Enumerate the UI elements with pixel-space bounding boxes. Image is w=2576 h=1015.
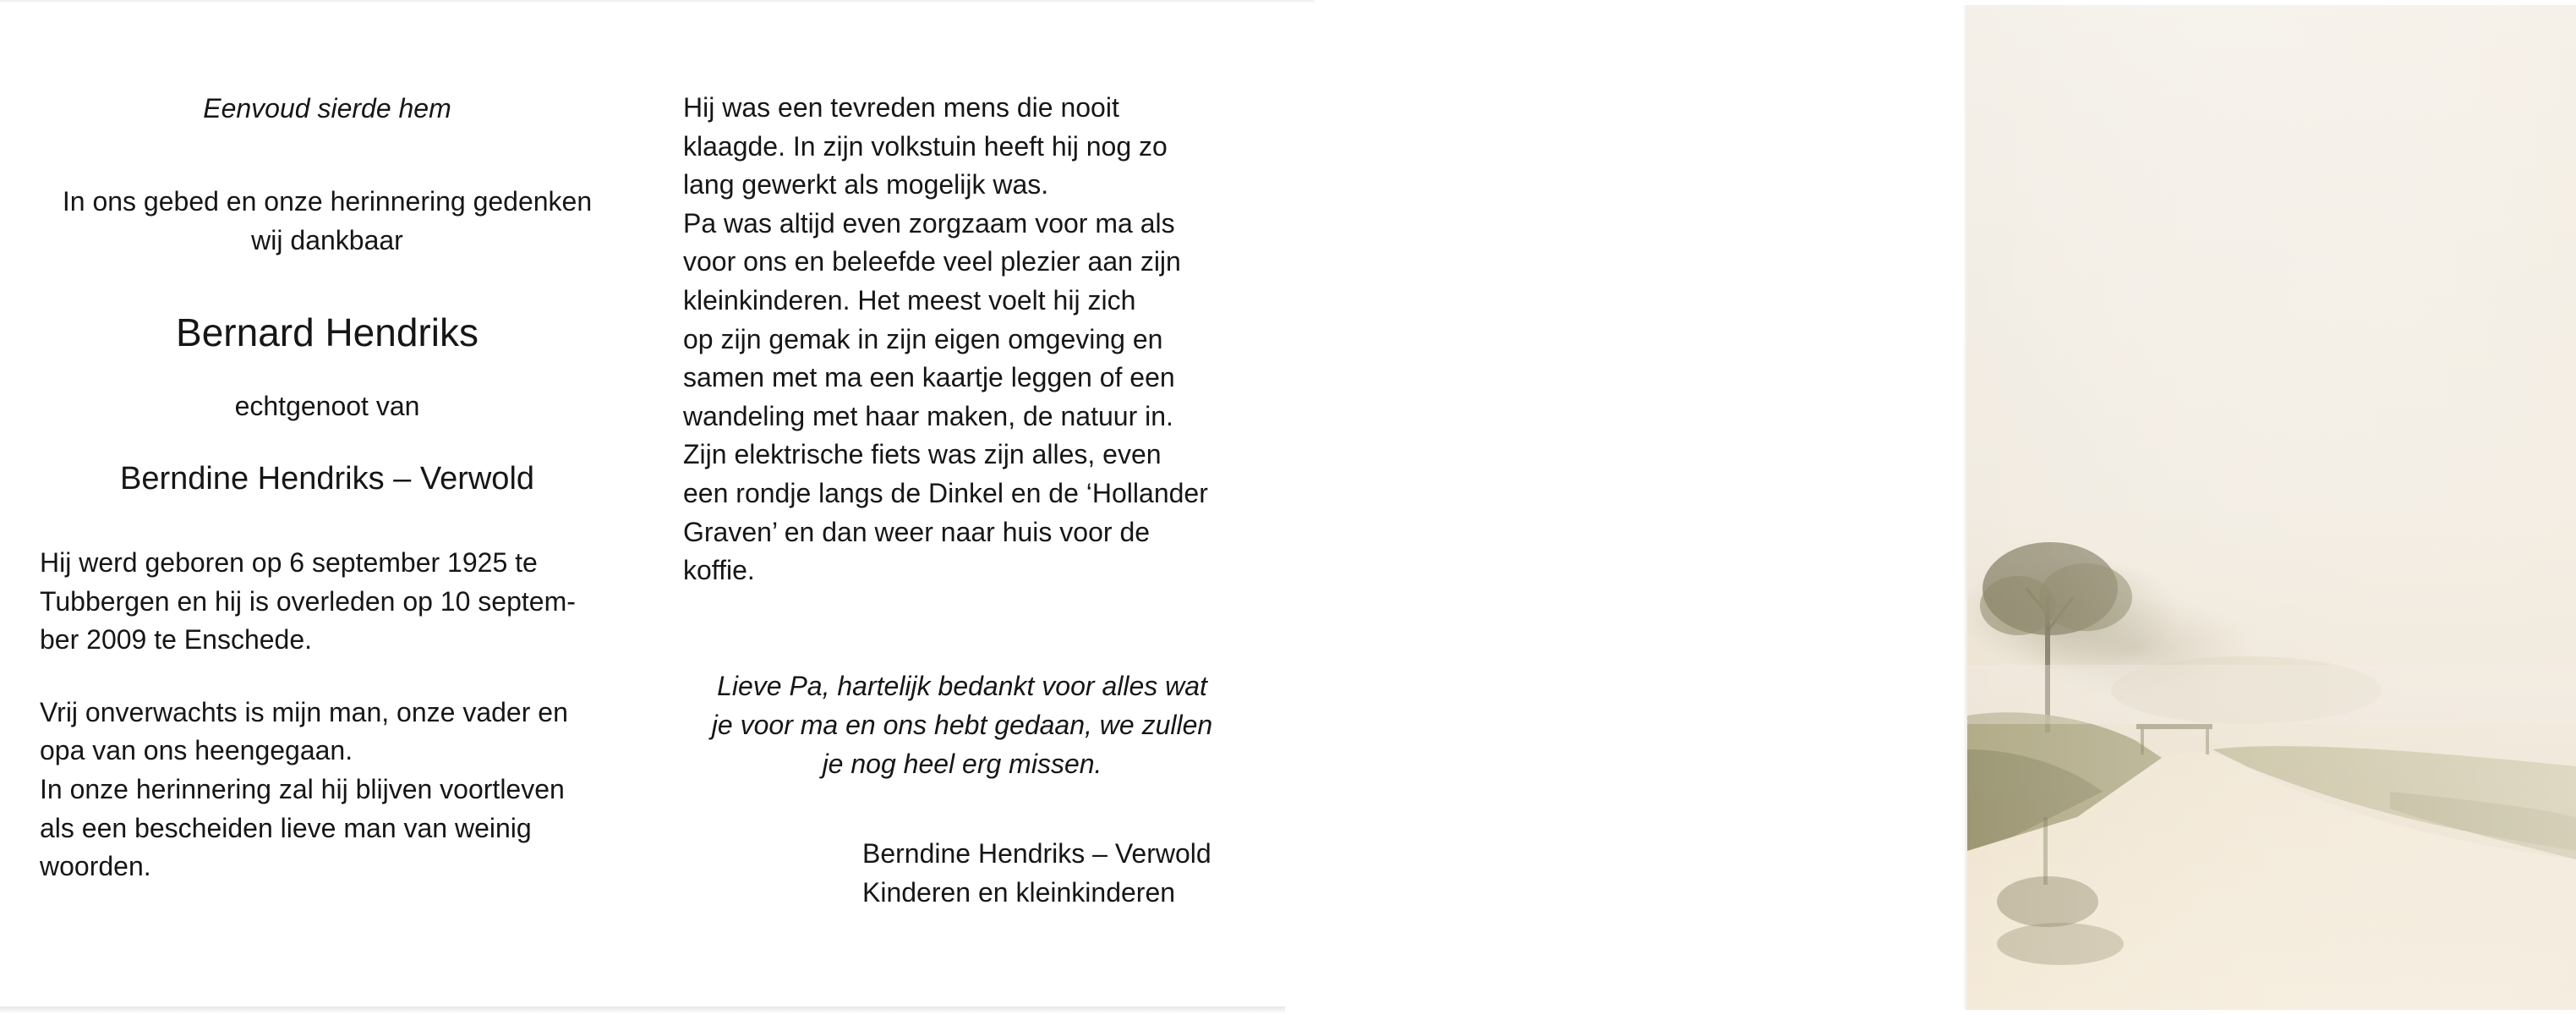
birth-death-paragraph <box>40 544 615 660</box>
passing-line: Vrij onverwachts is mijn man, onze vader en <box>40 696 568 727</box>
story-line: klaagde. In zijn volkstuin heeft hij nog zo <box>683 130 1168 162</box>
deceased-name: Bernard Hendriks <box>176 310 479 354</box>
spouse-name: Berndine Hendriks – Verwold <box>119 461 535 497</box>
story-line: op zijn gemak in zijn eigen omgeving en <box>683 323 1163 354</box>
story-line: Pa was altijd even zorgzaam voor ma als <box>683 207 1175 239</box>
signature-line: Kinderen en kleinkinderen <box>862 876 1176 908</box>
passing-line: In onze herinnering zal hij blijven voortleven <box>40 773 565 804</box>
thanks-line: je nog heel erg missen. <box>822 748 1102 779</box>
landscape-photo <box>1967 5 2576 1010</box>
thanks-line: Lieve Pa, hartelijk bedankt voor alles wat <box>717 670 1207 701</box>
birth-death-line: Tubbergen en hij is overleden op 10 septem- <box>40 585 576 617</box>
thanks-message <box>683 667 1241 783</box>
misty-canal-landscape-image <box>1967 5 2576 1010</box>
spouse-label: echtgenoot van <box>234 391 420 421</box>
story-line: Graven’ en dan weer naar huis voor de <box>683 516 1151 547</box>
signature-block <box>862 834 1241 912</box>
passing-line: opa van ons heengegaan. <box>40 735 353 766</box>
intro-line: In ons gebed en onze herinnering gedenken <box>62 186 593 217</box>
story-line: Hij was een tevreden mens die nooit <box>683 92 1119 123</box>
passing-line: als een bescheiden lieve man van weinig <box>40 812 532 843</box>
story-line: Zijn elektrische fiets was zijn alles, even <box>683 439 1162 470</box>
passing-paragraph <box>40 694 615 886</box>
story-line: lang gewerkt als mogelijk was. <box>683 169 1049 200</box>
intro-line: wij dankbaar <box>251 225 403 255</box>
story-line: kleinkinderen. Het meest voelt hij zich <box>683 284 1136 315</box>
story-line: wandeling met haar maken, de natuur in. <box>683 400 1173 431</box>
motto: Eenvoud sierde hem <box>203 93 451 123</box>
story-line: voor ons en beleefde veel plezier aan zijn <box>683 246 1181 277</box>
story-paragraph <box>683 89 1241 590</box>
card-top-edge <box>0 0 1315 3</box>
thanks-line: je voor ma en ons hebt gedaan, we zullen <box>711 709 1213 740</box>
card-bottom-shadow <box>0 1007 1285 1013</box>
birth-death-line: Hij werd geboren op 6 september 1925 te <box>40 547 538 578</box>
birth-death-line: ber 2009 te Enschede. <box>40 624 313 656</box>
story-line: samen met ma een kaartje leggen of een <box>683 362 1175 393</box>
story-line: koffie. <box>683 555 755 586</box>
intro-text <box>40 182 615 260</box>
left-column <box>40 89 615 886</box>
right-column <box>683 89 1241 912</box>
signature-line: Berndine Hendriks – Verwold <box>862 837 1211 869</box>
passing-line: woorden. <box>40 851 151 882</box>
story-line: een rondje langs de Dinkel en de ‘Hollander <box>683 477 1208 508</box>
